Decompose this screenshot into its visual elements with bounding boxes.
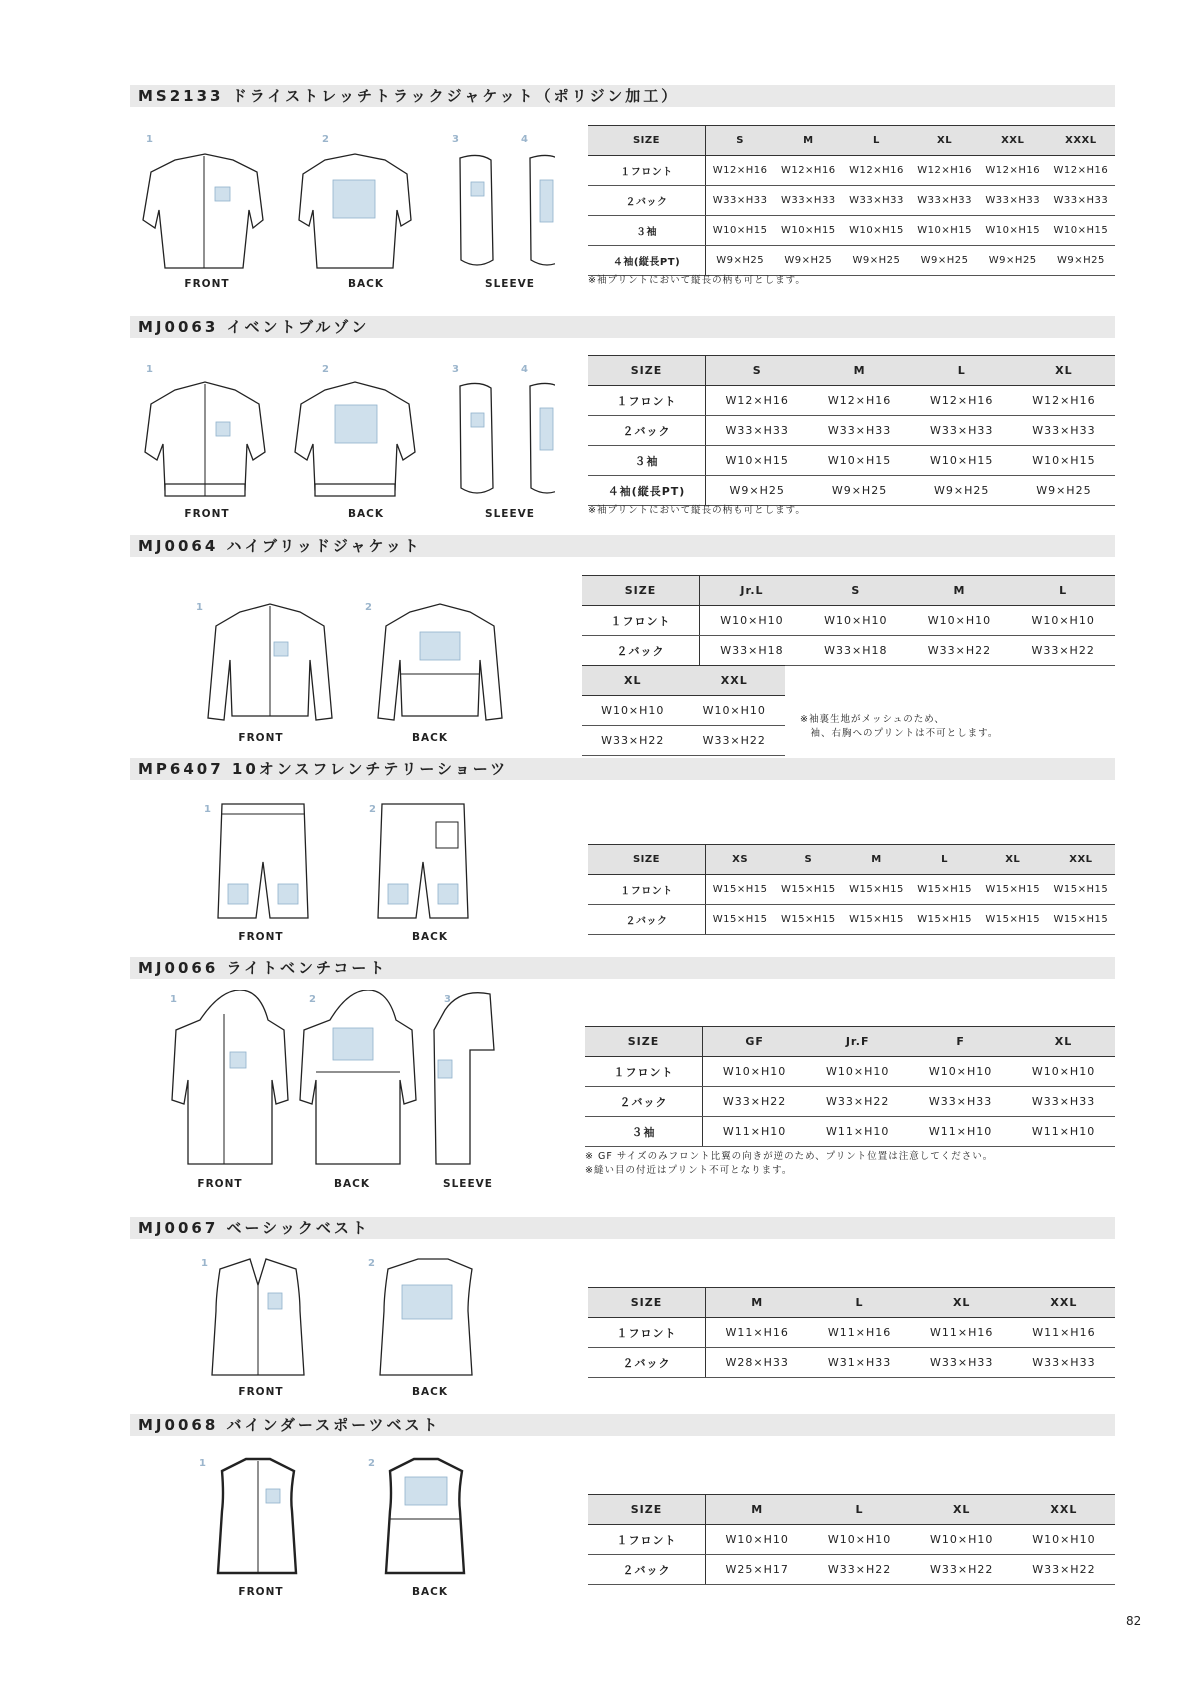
row-label: ３袖 xyxy=(585,1117,703,1147)
table-row xyxy=(582,696,785,726)
table-row xyxy=(588,246,1115,276)
print-note: ※袖プリントにおいて縦長の柄も可とします。 xyxy=(588,275,806,286)
table-row xyxy=(585,1087,1115,1117)
table-cell: W12×H16 xyxy=(842,156,910,186)
table-cell: W9×H25 xyxy=(808,476,910,506)
row-label: ２バック xyxy=(588,416,706,446)
table-header: SIZE xyxy=(585,1027,703,1057)
table-header: XXL xyxy=(979,126,1047,156)
view-number: 1 xyxy=(146,364,153,375)
table-cell: W15×H15 xyxy=(706,905,775,935)
view-number: 2 xyxy=(368,1458,375,1469)
view-number: 2 xyxy=(368,1258,375,1269)
section-title-ms2133: MS2133 ドライストレッチトラックジャケット（ポリジン加工） xyxy=(130,85,1115,107)
row-label: ２バック xyxy=(585,1087,703,1117)
table-cell: W33×H33 xyxy=(1012,1087,1115,1117)
row-label: ２バック xyxy=(582,636,700,666)
view-number: 3 xyxy=(452,364,459,375)
table-cell: W11×H16 xyxy=(808,1318,910,1348)
view-number: 2 xyxy=(322,134,329,145)
table-cell: W12×H16 xyxy=(1013,386,1115,416)
table-header: L xyxy=(911,356,1013,386)
view-label-back: BACK xyxy=(412,1386,448,1398)
table-cell: W12×H16 xyxy=(911,156,979,186)
table-cell: W10×H15 xyxy=(842,216,910,246)
table-cell: W10×H15 xyxy=(979,216,1047,246)
table-cell: W10×H10 xyxy=(808,1525,910,1555)
section-title-mj0064: MJ0064 ハイブリッドジャケット xyxy=(130,535,1115,557)
table-cell: W33×H33 xyxy=(911,186,979,216)
row-label: ２バック xyxy=(588,186,706,216)
table-header: S xyxy=(706,126,775,156)
table-row xyxy=(588,875,1115,905)
table-cell: W33×H33 xyxy=(842,186,910,216)
view-label-front: FRONT xyxy=(238,1386,284,1398)
table-header: SIZE xyxy=(582,576,700,606)
table-header: S xyxy=(774,845,842,875)
table-cell: W10×H15 xyxy=(1013,446,1115,476)
table-cell: W11×H16 xyxy=(706,1318,809,1348)
table-header: XS xyxy=(706,845,775,875)
size-table-mp6407 xyxy=(588,844,1115,935)
view-label-front: FRONT xyxy=(238,931,284,943)
row-label: １フロント xyxy=(588,875,706,905)
table-header: SIZE xyxy=(588,126,706,156)
table-cell: W33×H33 xyxy=(706,416,809,446)
table-cell: W11×H10 xyxy=(1012,1117,1115,1147)
section-title-mj0067: MJ0067 ベーシックベスト xyxy=(130,1217,1115,1239)
section-title-mj0068: MJ0068 バインダースポーツベスト xyxy=(130,1414,1115,1436)
table-cell: W15×H15 xyxy=(911,875,979,905)
table-cell: W33×H22 xyxy=(582,726,684,756)
page-number: 82 xyxy=(1126,1614,1142,1628)
table-row xyxy=(582,636,1115,666)
table-cell: W15×H15 xyxy=(842,905,910,935)
print-note: ※ GF サイズのみフロント比翼の向きが逆のため、プリント位置は注意してください。 ※縫い目の付近はプリント不可となります。 xyxy=(585,1151,994,1176)
table-cell: W33×H33 xyxy=(706,186,775,216)
table-cell: W33×H22 xyxy=(684,726,786,756)
view-label-back: BACK xyxy=(412,931,448,943)
table-cell: W25×H17 xyxy=(706,1555,809,1585)
table-header: XL xyxy=(911,1288,1013,1318)
table-cell: W33×H33 xyxy=(1013,1348,1115,1378)
table-row xyxy=(588,216,1115,246)
bench-coat-illustration xyxy=(160,990,530,1170)
table-row xyxy=(588,1348,1115,1378)
table-row xyxy=(588,1555,1115,1585)
hybrid-jacket-illustration xyxy=(190,600,510,725)
table-header: M xyxy=(706,1288,809,1318)
table-header: GF xyxy=(703,1027,807,1057)
view-label-front: FRONT xyxy=(238,1586,284,1598)
table-cell: W15×H15 xyxy=(979,905,1047,935)
table-cell: W15×H15 xyxy=(1047,905,1115,935)
table-cell: W10×H15 xyxy=(808,446,910,476)
row-label: １フロント xyxy=(588,1318,706,1348)
table-cell: W10×H10 xyxy=(908,606,1012,636)
table-header: M xyxy=(706,1495,809,1525)
table-header: XL xyxy=(979,845,1047,875)
view-label-back: BACK xyxy=(348,508,384,520)
table-cell: W10×H15 xyxy=(774,216,842,246)
table-cell: W33×H22 xyxy=(1011,636,1115,666)
row-label: １フロント xyxy=(582,606,700,636)
table-cell: W15×H15 xyxy=(774,875,842,905)
view-label-back: BACK xyxy=(348,278,384,290)
view-number: 2 xyxy=(369,804,376,815)
view-label-back: BACK xyxy=(334,1178,370,1190)
table-cell: W33×H33 xyxy=(774,186,842,216)
table-cell: W15×H15 xyxy=(911,905,979,935)
table-cell: W33×H22 xyxy=(808,1555,910,1585)
table-cell: W33×H33 xyxy=(909,1087,1012,1117)
table-cell: W15×H15 xyxy=(706,875,775,905)
table-cell: W10×H15 xyxy=(706,216,775,246)
table-cell: W33×H18 xyxy=(700,636,804,666)
table-cell: W9×H25 xyxy=(979,246,1047,276)
table-cell: W12×H16 xyxy=(808,386,910,416)
section-title-mj0066: MJ0066 ライトベンチコート xyxy=(130,957,1115,979)
table-cell: W12×H16 xyxy=(1047,156,1115,186)
table-cell: W11×H16 xyxy=(911,1318,1013,1348)
table-row xyxy=(588,1525,1115,1555)
view-number: 2 xyxy=(309,994,316,1005)
view-label-front: FRONT xyxy=(238,732,284,744)
table-cell: W33×H22 xyxy=(703,1087,807,1117)
table-row xyxy=(585,1057,1115,1087)
table-cell: W11×H10 xyxy=(909,1117,1012,1147)
table-cell: W33×H22 xyxy=(806,1087,909,1117)
table-header: S xyxy=(706,356,809,386)
view-number: 1 xyxy=(199,1458,206,1469)
table-cell: W9×H25 xyxy=(706,246,775,276)
table-header: M xyxy=(774,126,842,156)
view-number: 2 xyxy=(365,602,372,613)
row-label: ２バック xyxy=(588,1555,706,1585)
view-number: 3 xyxy=(452,134,459,145)
view-number: 1 xyxy=(146,134,153,145)
view-number: 1 xyxy=(170,994,177,1005)
table-header: XL xyxy=(1013,356,1115,386)
table-row xyxy=(588,416,1115,446)
table-header: L xyxy=(1011,576,1115,606)
size-table-mj0063 xyxy=(588,355,1115,506)
table-cell: W9×H25 xyxy=(842,246,910,276)
table-cell: W10×H10 xyxy=(582,696,684,726)
view-label-front: FRONT xyxy=(197,1178,243,1190)
table-cell: W12×H16 xyxy=(774,156,842,186)
blouson-illustration xyxy=(135,378,555,503)
row-label: ２バック xyxy=(588,905,706,935)
row-label: １フロント xyxy=(588,1525,706,1555)
table-cell: W9×H25 xyxy=(1047,246,1115,276)
table-cell: W10×H10 xyxy=(703,1057,807,1087)
vest-illustration xyxy=(200,1255,500,1380)
table-cell: W10×H10 xyxy=(911,1525,1013,1555)
table-header: XXL xyxy=(684,666,786,696)
table-cell: W12×H16 xyxy=(911,386,1013,416)
table-cell: W10×H10 xyxy=(706,1525,809,1555)
table-header: L xyxy=(911,845,979,875)
table-header: SIZE xyxy=(588,1495,706,1525)
view-number: 3 xyxy=(444,994,451,1005)
table-cell: W28×H33 xyxy=(706,1348,809,1378)
table-cell: W12×H16 xyxy=(706,156,775,186)
table-row xyxy=(585,1117,1115,1147)
size-table-mj0068 xyxy=(588,1494,1115,1585)
table-cell: W31×H33 xyxy=(808,1348,910,1378)
view-number: 4 xyxy=(521,364,528,375)
table-cell: W12×H16 xyxy=(706,386,809,416)
table-header: L xyxy=(808,1288,910,1318)
table-cell: W9×H25 xyxy=(1013,476,1115,506)
table-header: M xyxy=(842,845,910,875)
view-number: 1 xyxy=(196,602,203,613)
table-cell: W11×H16 xyxy=(1013,1318,1115,1348)
table-cell: W10×H10 xyxy=(806,1057,909,1087)
table-row xyxy=(582,726,785,756)
view-label-front: FRONT xyxy=(184,278,230,290)
table-header: XL xyxy=(1012,1027,1115,1057)
jacket-illustration xyxy=(135,150,555,275)
row-label: １フロント xyxy=(588,386,706,416)
sports-vest-illustration xyxy=(200,1455,500,1580)
view-label-sleeve: SLEEVE xyxy=(485,278,535,290)
size-table-mj0064 xyxy=(582,575,1115,666)
table-cell: W15×H15 xyxy=(1047,875,1115,905)
view-number: 1 xyxy=(201,1258,208,1269)
size-table-mj0067 xyxy=(588,1287,1115,1378)
table-row xyxy=(588,476,1115,506)
table-header: SIZE xyxy=(588,1288,706,1318)
table-cell: W10×H10 xyxy=(1011,606,1115,636)
table-row xyxy=(588,386,1115,416)
table-cell: W33×H22 xyxy=(1013,1555,1115,1585)
table-header: Jr.F xyxy=(806,1027,909,1057)
table-header: XXXL xyxy=(1047,126,1115,156)
table-cell: W9×H25 xyxy=(911,246,979,276)
table-header: XXL xyxy=(1013,1288,1115,1318)
table-cell: W10×H10 xyxy=(700,606,804,636)
table-cell: W10×H15 xyxy=(1047,216,1115,246)
table-cell: W33×H18 xyxy=(804,636,908,666)
table-header: XL xyxy=(911,126,979,156)
table-cell: W9×H25 xyxy=(774,246,842,276)
table-cell: W9×H25 xyxy=(911,476,1013,506)
table-cell: W33×H33 xyxy=(1013,416,1115,446)
table-cell: W10×H15 xyxy=(706,446,809,476)
section-title-mj0063: MJ0063 イベントブルゾン xyxy=(130,316,1115,338)
table-cell: W10×H10 xyxy=(1013,1525,1115,1555)
table-cell: W10×H15 xyxy=(911,446,1013,476)
table-cell: W9×H25 xyxy=(706,476,809,506)
table-cell: W33×H22 xyxy=(911,1555,1013,1585)
table-header: M xyxy=(808,356,910,386)
print-note: ※袖プリントにおいて縦長の柄も可とします。 xyxy=(588,505,806,516)
table-cell: W15×H15 xyxy=(774,905,842,935)
table-cell: W10×H10 xyxy=(1012,1057,1115,1087)
view-number: 1 xyxy=(204,804,211,815)
table-header: L xyxy=(808,1495,910,1525)
table-cell: W33×H33 xyxy=(1047,186,1115,216)
table-cell: W10×H10 xyxy=(804,606,908,636)
print-note: ※袖裏生地がメッシュのため、 袖、右胸へのプリントは不可とします。 xyxy=(800,714,999,739)
section-title-mp6407: MP6407 10オンスフレンチテリーショーツ xyxy=(130,758,1115,780)
view-label-front: FRONT xyxy=(184,508,230,520)
table-cell: W33×H33 xyxy=(911,416,1013,446)
view-number: 2 xyxy=(322,364,329,375)
row-label: １フロント xyxy=(585,1057,703,1087)
table-row xyxy=(588,446,1115,476)
table-header: SIZE xyxy=(588,356,706,386)
table-cell: W33×H33 xyxy=(979,186,1047,216)
table-header: L xyxy=(842,126,910,156)
table-cell: W10×H10 xyxy=(684,696,786,726)
table-header: SIZE xyxy=(588,845,706,875)
table-header: XXL xyxy=(1013,1495,1115,1525)
table-row xyxy=(588,1318,1115,1348)
table-row xyxy=(588,156,1115,186)
table-cell: W11×H10 xyxy=(806,1117,909,1147)
table-cell: W15×H15 xyxy=(842,875,910,905)
table-header: M xyxy=(908,576,1012,606)
table-header: S xyxy=(804,576,908,606)
row-label: ４袖(縦長PT) xyxy=(588,476,706,506)
table-row xyxy=(582,606,1115,636)
size-table-mj0064-extra xyxy=(582,665,785,756)
table-header: XL xyxy=(911,1495,1013,1525)
row-label: ４袖(縦長PT) xyxy=(588,246,706,276)
table-row xyxy=(588,905,1115,935)
table-cell: W15×H15 xyxy=(979,875,1047,905)
table-cell: W10×H15 xyxy=(911,216,979,246)
shorts-illustration xyxy=(200,800,500,925)
table-cell: W33×H33 xyxy=(808,416,910,446)
view-label-sleeve: SLEEVE xyxy=(485,508,535,520)
row-label: ２バック xyxy=(588,1348,706,1378)
row-label: ３袖 xyxy=(588,216,706,246)
size-table-ms2133 xyxy=(588,125,1115,276)
table-cell: W11×H10 xyxy=(703,1117,807,1147)
table-row xyxy=(588,186,1115,216)
table-cell: W12×H16 xyxy=(979,156,1047,186)
table-cell: W10×H10 xyxy=(909,1057,1012,1087)
view-label-back: BACK xyxy=(412,1586,448,1598)
table-header: XXL xyxy=(1047,845,1115,875)
table-header: F xyxy=(909,1027,1012,1057)
view-label-back: BACK xyxy=(412,732,448,744)
view-number: 4 xyxy=(521,134,528,145)
row-label: １フロント xyxy=(588,156,706,186)
table-header: XL xyxy=(582,666,684,696)
table-header: Jr.L xyxy=(700,576,804,606)
table-cell: W33×H22 xyxy=(908,636,1012,666)
view-label-sleeve: SLEEVE xyxy=(443,1178,493,1190)
row-label: ３袖 xyxy=(588,446,706,476)
size-table-mj0066 xyxy=(585,1026,1115,1147)
table-cell: W33×H33 xyxy=(911,1348,1013,1378)
